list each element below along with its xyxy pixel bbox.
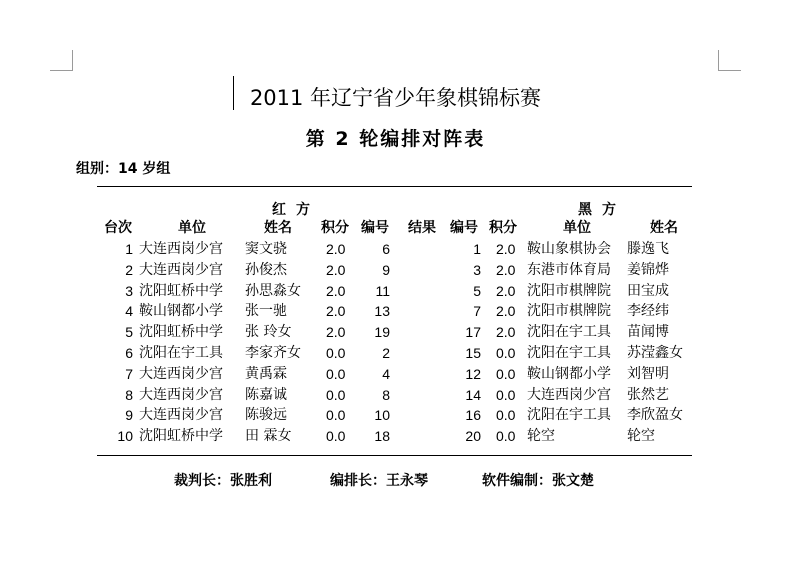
cell-black-name[interactable]: 苏滢鑫女 [627,345,683,361]
cell-red-unit[interactable]: 沈阳虹桥中学 [139,428,223,444]
cell-black-name[interactable]: 滕逸飞 [627,241,669,257]
cell-red-score[interactable]: 2.0 [326,324,346,340]
cell-table-no[interactable]: 5 [125,324,133,340]
cell-table-no[interactable]: 3 [125,283,133,299]
cell-table-no[interactable]: 1 [125,241,133,257]
cell-red-no[interactable]: 13 [374,303,390,319]
cell-black-no[interactable]: 7 [473,303,481,319]
cell-black-name[interactable]: 轮空 [627,428,655,444]
cell-black-unit[interactable]: 大连西岗少宫 [527,387,611,403]
cell-red-name[interactable]: 张 玲女 [245,324,292,340]
cell-black-name[interactable]: 刘智明 [627,366,669,382]
cell-red-no[interactable]: 18 [374,428,390,444]
cell-red-no[interactable]: 19 [374,324,390,340]
cell-red-name[interactable]: 李家齐女 [245,345,301,361]
cell-black-no[interactable]: 1 [473,241,481,257]
cell-red-score[interactable]: 0.0 [326,428,346,444]
cell-red-unit[interactable]: 沈阳虹桥中学 [139,324,223,340]
cell-black-no[interactable]: 20 [465,428,481,444]
cell-red-score[interactable]: 2.0 [326,283,346,299]
cell-red-name[interactable]: 张一驰 [245,303,287,319]
cell-black-score[interactable]: 2.0 [496,262,516,278]
cell-red-no[interactable]: 9 [382,262,390,278]
cell-red-score[interactable]: 2.0 [326,241,346,257]
cell-red-unit[interactable]: 大连西岗少宫 [139,241,223,257]
cell-black-no[interactable]: 12 [465,366,481,382]
cell-black-no[interactable]: 14 [465,387,481,403]
cell-red-unit[interactable]: 大连西岗少宫 [139,262,223,278]
cell-black-score[interactable]: 0.0 [496,428,516,444]
cell-red-unit[interactable]: 沈阳虹桥中学 [139,283,223,299]
cell-red-name[interactable]: 陈骏远 [245,407,287,423]
cell-black-score[interactable]: 2.0 [496,324,516,340]
header-black-score[interactable]: 积分 [489,220,517,236]
cell-table-no[interactable]: 4 [125,303,133,319]
cell-black-score[interactable]: 0.0 [496,407,516,423]
cell-black-unit[interactable]: 轮空 [527,428,555,444]
cell-red-score[interactable]: 0.0 [326,345,346,361]
cell-black-no[interactable]: 15 [465,345,481,361]
header-black-no[interactable]: 编号 [450,220,478,236]
cell-black-no[interactable]: 3 [473,262,481,278]
cell-red-name[interactable]: 孙思淼女 [245,283,301,299]
cell-red-name[interactable]: 窦文骁 [245,241,287,257]
header-red-score[interactable]: 积分 [321,220,349,236]
cell-table-no[interactable]: 6 [125,345,133,361]
cell-black-unit[interactable]: 沈阳在宇工具 [527,345,611,361]
cell-black-name[interactable]: 李经纬 [627,303,669,319]
cell-black-no[interactable]: 5 [473,283,481,299]
cell-red-no[interactable]: 8 [382,387,390,403]
header-table-no[interactable]: 台次 [104,220,132,236]
cell-red-name[interactable]: 黄禹霖 [245,366,287,382]
cell-red-score[interactable]: 2.0 [326,262,346,278]
cell-red-score[interactable]: 2.0 [326,303,346,319]
cell-black-unit[interactable]: 沈阳市棋牌院 [527,303,611,319]
document-subtitle[interactable]: 第 2 轮编排对阵表 [305,128,486,150]
group-label[interactable]: 组别：14 岁组 [76,161,171,177]
cell-red-name[interactable]: 陈嘉诚 [245,387,287,403]
cell-black-score[interactable]: 2.0 [496,303,516,319]
header-black-name[interactable]: 姓名 [650,220,678,236]
cell-black-name[interactable]: 苗闻博 [627,324,669,340]
cell-black-name[interactable]: 张然艺 [627,387,669,403]
footer-referee[interactable]: 裁判长：张胜利 [174,473,272,489]
cell-black-no[interactable]: 17 [465,324,481,340]
cell-red-no[interactable]: 4 [382,366,390,382]
cell-table-no[interactable]: 10 [117,428,133,444]
cell-black-score[interactable]: 2.0 [496,283,516,299]
cell-table-no[interactable]: 2 [125,262,133,278]
cell-black-name[interactable]: 田宝成 [627,283,669,299]
cell-black-unit[interactable]: 沈阳在宇工具 [527,324,611,340]
header-black-unit[interactable]: 单位 [563,220,591,236]
header-red-name[interactable]: 姓名 [264,220,292,236]
cell-red-no[interactable]: 2 [382,345,390,361]
cell-red-unit[interactable]: 大连西岗少宫 [139,407,223,423]
red-side-label[interactable]: 红方 [272,202,320,218]
cell-red-name[interactable]: 孙俊杰 [245,262,287,278]
bottom-rule [97,455,692,456]
header-result[interactable]: 结果 [408,220,436,236]
cell-black-unit[interactable]: 沈阳市棋牌院 [527,283,611,299]
cell-red-score[interactable]: 0.0 [326,407,346,423]
footer-software[interactable]: 软件编制：张文楚 [482,473,594,489]
cell-red-name[interactable]: 田 霖女 [245,428,292,444]
header-red-unit[interactable]: 单位 [178,220,206,236]
cell-red-no[interactable]: 11 [375,283,390,299]
cell-red-unit[interactable]: 沈阳在宇工具 [139,345,223,361]
cell-red-no[interactable]: 10 [374,407,390,423]
cell-black-unit[interactable]: 沈阳在宇工具 [527,407,611,423]
cell-red-score[interactable]: 0.0 [326,387,346,403]
cell-black-unit[interactable]: 东港市体育局 [527,262,611,278]
cell-black-score[interactable]: 0.0 [496,387,516,403]
cell-black-no[interactable]: 16 [465,407,481,423]
cell-black-score[interactable]: 0.0 [496,345,516,361]
cell-black-unit[interactable]: 鞍山象棋协会 [527,241,611,257]
cell-red-score[interactable]: 0.0 [326,366,346,382]
crop-mark-top-right [718,50,741,71]
cell-red-unit[interactable]: 大连西岗少宫 [139,366,223,382]
footer-arranger[interactable]: 编排长：王永琴 [330,473,428,489]
cell-black-name[interactable]: 李欣盈女 [627,407,683,423]
black-side-label[interactable]: 黑方 [578,202,626,218]
cell-red-unit[interactable]: 鞍山钢都小学 [139,303,223,319]
cell-black-score[interactable]: 0.0 [496,366,516,382]
cell-table-no[interactable]: 7 [125,366,133,382]
cell-table-no[interactable]: 8 [125,387,133,403]
document-title[interactable]: 2011 年辽宁省少年象棋锦标赛 [249,86,542,110]
header-red-no[interactable]: 编号 [361,220,389,236]
cell-black-score[interactable]: 2.0 [496,241,516,257]
cell-red-unit[interactable]: 大连西岗少宫 [139,387,223,403]
top-rule [97,186,692,187]
crop-mark-top-left [50,50,73,71]
cell-table-no[interactable]: 9 [125,407,133,423]
cell-red-no[interactable]: 6 [382,241,390,257]
cell-black-name[interactable]: 姜锦烨 [627,262,669,278]
cell-black-unit[interactable]: 鞍山钢都小学 [527,366,611,382]
